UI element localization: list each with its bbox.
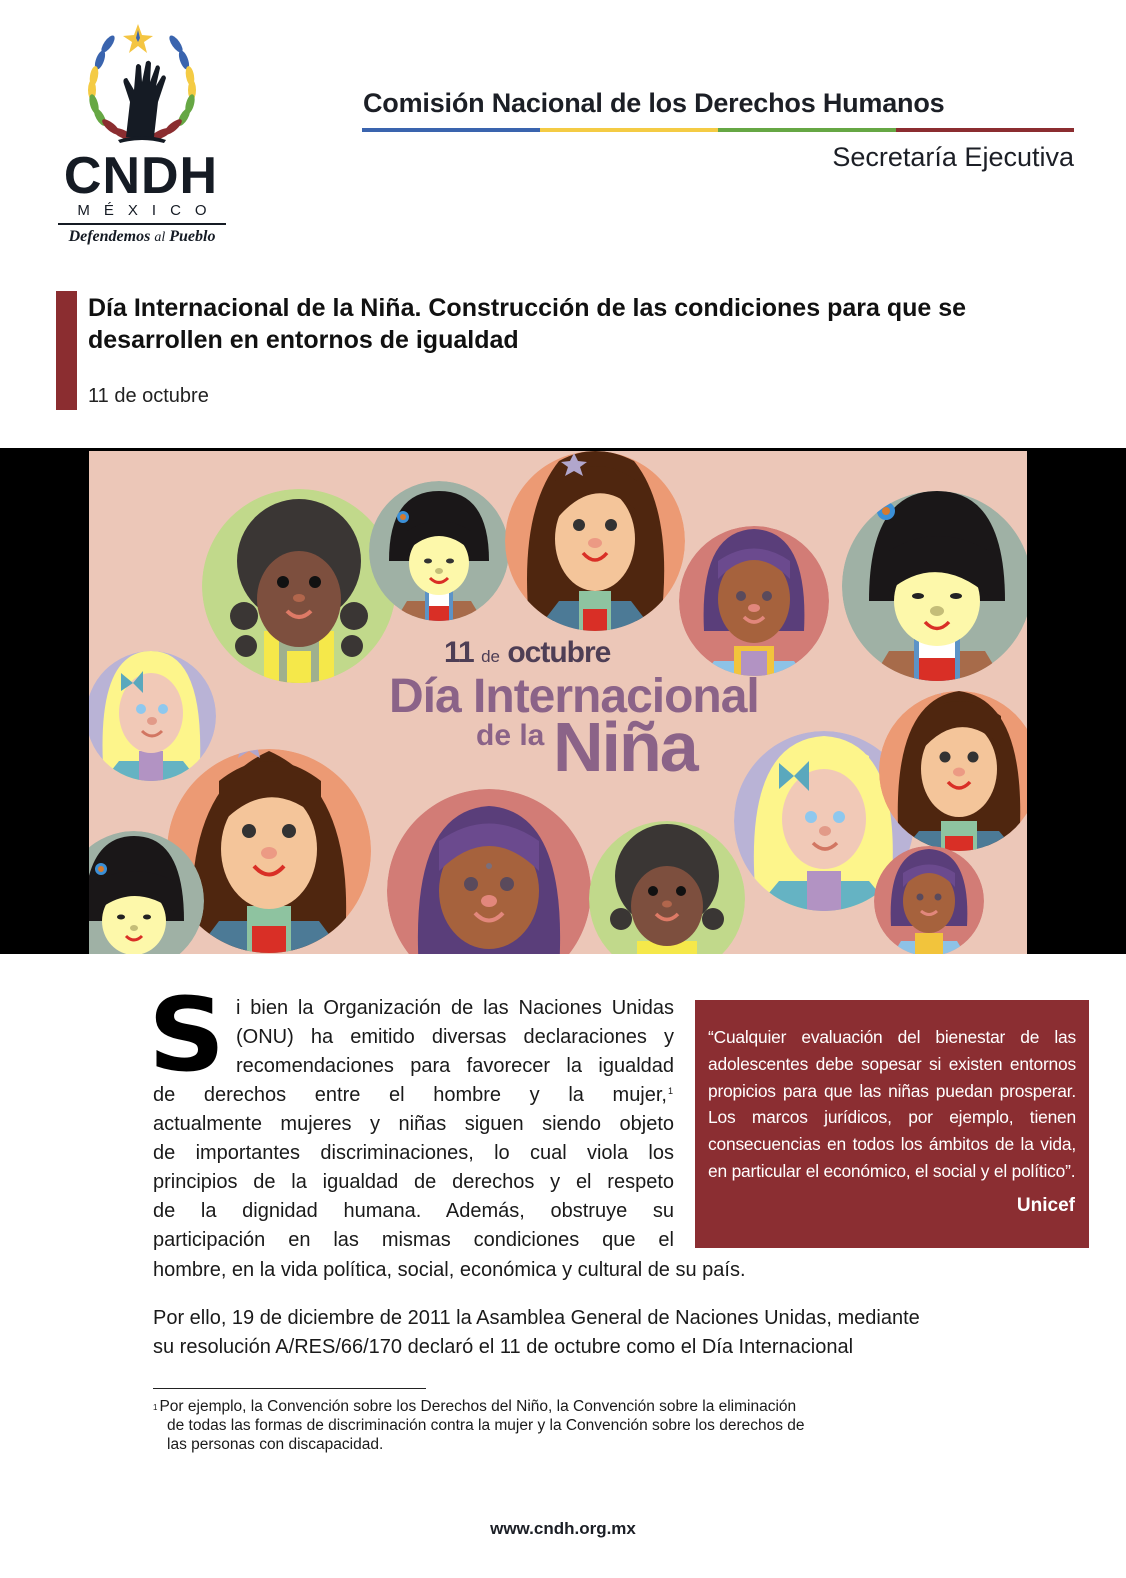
- paragraph-line: de derechos entre el hombre y la mujer,: [153, 1084, 667, 1106]
- banner-top-rule: [88, 448, 1126, 450]
- portrait-curly-bottom: [589, 821, 745, 954]
- paragraph-line: recomendaciones para favorecer la igualdad: [236, 1055, 674, 1077]
- paragraph-line: de la dignidad humana. Además, obstruye su: [153, 1200, 674, 1222]
- banner-line2-big: Niña: [553, 708, 697, 786]
- banner-line1: Día Internacional: [389, 670, 759, 723]
- motto-word: Pueblo: [169, 228, 216, 245]
- footnote-line: [153, 1397, 973, 1416]
- motto-word: al: [154, 230, 166, 245]
- quote-line: propicios para que las niñas puedan prosperar.: [708, 1080, 1076, 1101]
- organization-subtitle: Secretaría Ejecutiva: [832, 142, 1074, 172]
- paragraph-line: (ONU) ha emitido diversas declaraciones y: [236, 1026, 674, 1048]
- paragraph-line: de importantes discriminaciones, lo cual viola los: [153, 1142, 674, 1164]
- motto-word: Defendemos: [68, 228, 151, 245]
- document-date: 11 de octubre: [88, 385, 209, 407]
- banner-date-connector: de: [481, 647, 500, 666]
- portrait-bob-right: [842, 491, 1027, 691]
- rule-segment-yellow: [540, 128, 718, 132]
- rule-segment-blue: [362, 128, 540, 132]
- girls-portraits-illustration: [89, 451, 1027, 954]
- quote-box: [695, 1000, 1089, 1248]
- organization-title: Comisión Nacional de los Derechos Humanos: [363, 88, 945, 118]
- logo-acronym: CNDH: [63, 147, 219, 205]
- quote-line: consecuencias en todos los ámbitos de la vida,: [708, 1134, 1076, 1155]
- page-title: Día Internacional de la Niña. Construcción de las condiciones para que se desarrollen en entornos de igualdad: [88, 294, 967, 354]
- quote-source: Unicef: [1016, 1195, 1075, 1216]
- quote-line: en particular el económico, el social y el político”.: [708, 1160, 1076, 1181]
- portrait-braids-small: [874, 846, 984, 954]
- portrait-braids-bottom: [387, 789, 591, 954]
- banner-line2-small: de la: [476, 719, 545, 752]
- footer-website-link[interactable]: www.cndh.org.mx: [490, 1519, 636, 1538]
- portrait-brown-top: [505, 451, 685, 631]
- paragraph-line: principios de la igualdad de derechos y el respeto: [153, 1171, 674, 1193]
- footnote-line: las personas con discapacidad.: [167, 1436, 384, 1453]
- rule-segment-green: [718, 128, 896, 132]
- footnote: [153, 1397, 973, 1454]
- drop-cap: S: [148, 976, 226, 1095]
- logo-motto: [50, 228, 234, 246]
- logo-country: MÉXICO: [77, 202, 221, 219]
- quote-line: “Cualquier evaluación del bienestar de las: [708, 1027, 1076, 1047]
- quote-line: adolescentes debe sopesar si existen entornos: [708, 1053, 1076, 1074]
- paragraph-line: participación en las mismas condiciones que el: [153, 1229, 674, 1251]
- banner-date-number: 11: [444, 636, 474, 669]
- title-accent-bar: [56, 291, 77, 410]
- paragraph-line: actualmente mujeres y niñas siguen siendo objeto: [153, 1113, 674, 1135]
- paragraph-line: Por ello, 19 de diciembre de 2011 la Asamblea General de Naciones Unidas, mediante: [153, 1307, 920, 1329]
- paragraph-line: i bien la Organización de las Naciones Unidas: [236, 997, 674, 1019]
- footnote-number: 1: [153, 1403, 158, 1412]
- footnote-line: de todas las formas de discriminación contra la mujer y la Convención sobre los derechos de: [167, 1417, 805, 1434]
- cndh-logo: [50, 22, 240, 252]
- rule-segment-red: [896, 128, 1074, 132]
- logo-divider: [58, 223, 226, 225]
- paragraph-line: hombre, en la vida política, social, económica y cultural de su país.: [153, 1259, 746, 1281]
- paragraph-line: su resolución A/RES/66/170 declaró el 11 de octubre como el Día Internacional: [153, 1336, 854, 1358]
- color-rule: [362, 128, 1074, 132]
- banner-illustration: [89, 451, 1027, 954]
- footnote-reference[interactable]: 1: [668, 1086, 674, 1096]
- portrait-curly-green: [202, 489, 396, 691]
- portrait-braids-rose: [679, 526, 829, 681]
- footnote-text: Por ejemplo, la Convención sobre los Derechos del Niño, la Convención sobre la eliminación: [159, 1398, 797, 1415]
- raised-hand-laurel-star-icon: [78, 22, 208, 152]
- footnote-divider: [153, 1388, 426, 1389]
- portrait-blonde-left: [89, 651, 216, 781]
- banner-date-month: octubre: [507, 636, 611, 669]
- quote-line: Los marcos jurídicos, por ejemplo, tienen: [708, 1107, 1076, 1128]
